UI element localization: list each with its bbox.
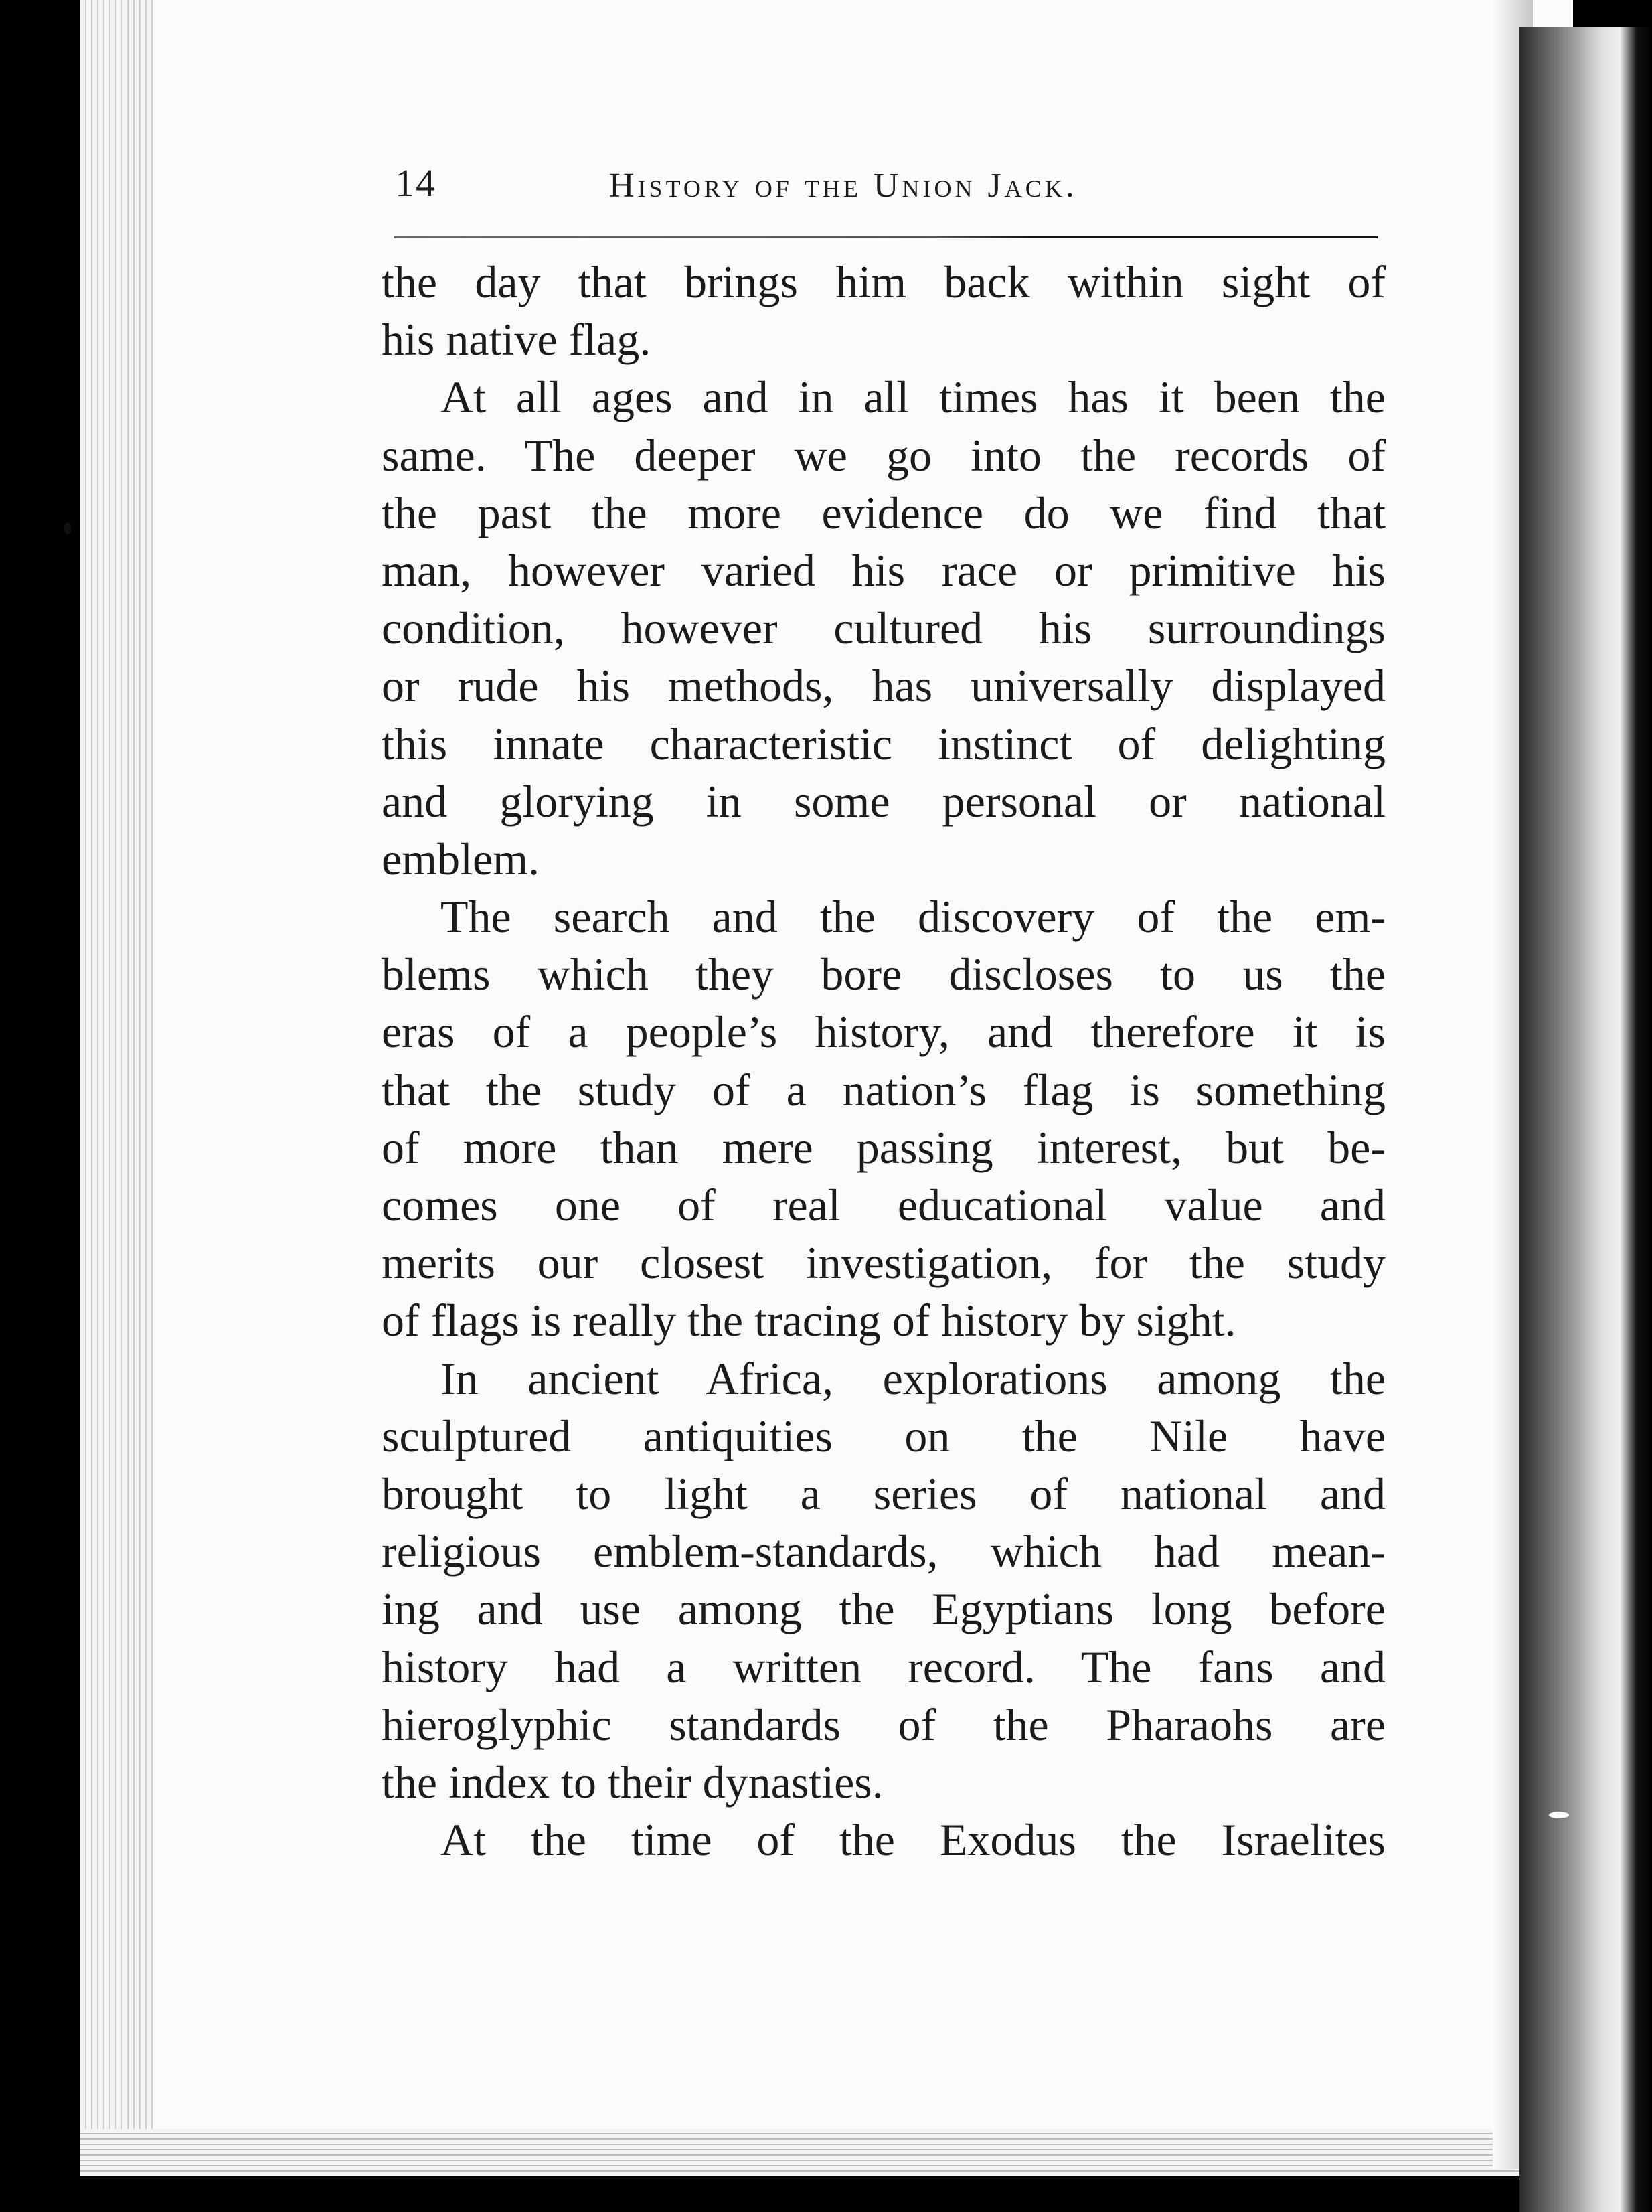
text-line: comes one of real educational value and xyxy=(382,1180,1386,1231)
text-line: At the time of the Exodus the Israelites xyxy=(440,1814,1386,1866)
text-line: this innate characteristic instinct of delighting xyxy=(382,718,1386,769)
text-line: condition, however cultured his surroundings xyxy=(382,603,1386,654)
text-line: emblem. xyxy=(382,833,540,884)
page-number: 14 xyxy=(395,161,436,205)
text-line: hieroglyphic standards of the Pharaohs are xyxy=(382,1698,1386,1750)
paragraph xyxy=(382,888,1386,1350)
book-binding xyxy=(1519,27,1652,2212)
text-line: of more than mere passing interest, but be- xyxy=(382,1121,1386,1173)
paragraph xyxy=(382,368,1386,888)
paragraph xyxy=(382,1350,1386,1812)
text-line: same. The deeper we go into the records of xyxy=(382,429,1386,481)
text-line: and glorying in some personal or national xyxy=(382,775,1386,827)
text-line: religious emblem-standards, which had mean- xyxy=(382,1526,1386,1577)
text-line: At all ages and in all times has it been the xyxy=(440,372,1386,423)
text-line: the index to their dynasties. xyxy=(382,1756,884,1808)
paragraph xyxy=(382,253,1386,368)
body-text xyxy=(382,253,1386,1869)
text-line: his native flag. xyxy=(382,314,651,366)
text-line: ing and use among the Egyptians long before xyxy=(382,1583,1386,1635)
running-head xyxy=(395,161,1386,221)
running-head-title: History of the Union Jack. xyxy=(609,167,1078,205)
text-line: the day that brings him back within sight of xyxy=(382,256,1386,307)
text-line: or rude his methods, has universally displayed xyxy=(382,660,1386,712)
text-line: The search and the discovery of the em- xyxy=(440,891,1386,943)
text-line: merits our closest investigation, for the study xyxy=(382,1237,1386,1289)
text-line: of flags is really the tracing of history by sight. xyxy=(382,1295,1236,1346)
header-rule xyxy=(394,236,1378,238)
text-line: blems which they bore discloses to us the xyxy=(382,949,1386,1000)
page-edge-stack-left xyxy=(80,0,154,2169)
scan-speck xyxy=(1549,1812,1569,1818)
text-line: eras of a people’s history, and therefore it is xyxy=(382,1006,1386,1058)
text-line: In ancient Africa, explorations among the xyxy=(440,1352,1386,1404)
text-line: sculptured antiquities on the Nile have xyxy=(382,1410,1386,1462)
paragraph xyxy=(382,1811,1386,1869)
text-line: the past the more evidence do we find that xyxy=(382,487,1386,538)
text-line: brought to light a series of national and xyxy=(382,1468,1386,1519)
text-line: man, however varied his race or primitive his xyxy=(382,544,1386,596)
text-line: that the study of a nation’s flag is something xyxy=(382,1064,1386,1115)
page-edge-stack-bottom xyxy=(80,2129,1573,2176)
text-line: history had a written record. The fans and xyxy=(382,1641,1386,1692)
scan-speck xyxy=(64,522,71,534)
